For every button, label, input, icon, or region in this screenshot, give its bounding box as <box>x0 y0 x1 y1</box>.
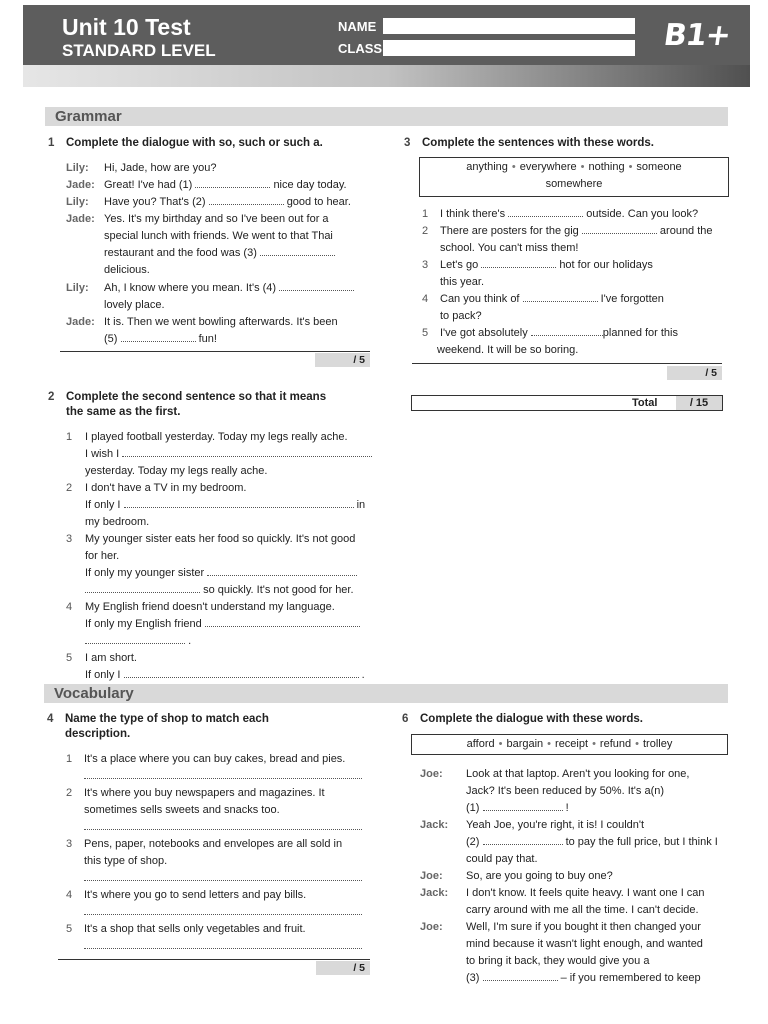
q1-line: Great! I've had (1) nice day today. <box>104 179 347 191</box>
q3-line: Can you think of I've forgotten <box>440 293 664 305</box>
q6-line: Well, I'm sure if you bought it then changed your <box>466 921 701 933</box>
word: someone <box>636 161 682 173</box>
q3-blank-5[interactable] <box>531 325 603 336</box>
word: nothing <box>588 161 625 173</box>
q4-answer-line[interactable] <box>84 870 362 886</box>
q2-line: for her. <box>85 550 120 562</box>
name-field[interactable] <box>383 18 635 34</box>
q3-line: Let's go hot for our holidays <box>440 259 653 271</box>
q4-line: It's a place where you can buy cakes, bread and pies. <box>84 753 346 765</box>
q4-title: description. <box>65 728 131 740</box>
q3-blank-3[interactable] <box>481 257 556 268</box>
q3-rule <box>412 363 722 364</box>
q6-speaker: Joe: <box>420 921 443 933</box>
q6-speaker: Jack: <box>420 819 449 831</box>
word: anything <box>466 161 508 173</box>
q3-line: to pack? <box>440 310 482 322</box>
q6-title: Complete the dialogue with these words. <box>420 713 643 725</box>
q1-line: special lunch with friends. We went to that Thai <box>104 230 333 242</box>
word: refund <box>599 738 632 750</box>
q2-title: Complete the second sentence so that it means <box>66 391 327 403</box>
q4-answer-line[interactable] <box>84 768 362 784</box>
q3-item-number: 3 <box>422 259 429 271</box>
q1-line: Have you? That's (2) good to hear. <box>104 196 351 208</box>
q2-line: If only my English friend <box>85 616 360 632</box>
q1-line: lovely place. <box>104 299 165 311</box>
q6-number: 6 <box>402 713 409 725</box>
word: everywhere <box>519 161 577 173</box>
blank-2[interactable] <box>209 194 284 205</box>
blank-4[interactable] <box>279 280 354 291</box>
q2-blank-1[interactable] <box>122 446 372 457</box>
q1-speaker: Jade: <box>66 179 95 191</box>
word: trolley <box>642 738 673 750</box>
vocabulary-section-title: Vocabulary <box>44 684 728 703</box>
q3-line: There are posters for the gig around the <box>440 225 713 237</box>
header-gradient <box>23 65 750 87</box>
q6-speaker: Jack: <box>420 887 449 899</box>
q3-line: weekend. It will be so boring. <box>437 344 579 356</box>
q2-line: . <box>85 633 191 649</box>
q4-line: It's where you buy newspapers and magazines. It <box>84 787 325 799</box>
word: afford <box>466 738 495 750</box>
q4-line: It's where you go to send letters and pay bills. <box>84 889 307 901</box>
q2-blank-3b[interactable] <box>85 582 200 593</box>
q3-blank-1[interactable] <box>508 206 583 217</box>
q2-line: If only my younger sister <box>85 565 357 581</box>
q6-line: So, are you going to buy one? <box>466 870 613 882</box>
q1-score: / 5 <box>315 353 370 367</box>
q6-word-box: afford • bargain • receipt • refund • trolley <box>411 734 728 755</box>
total-score: / 15 <box>676 396 722 410</box>
q2-item-number: 3 <box>66 533 73 545</box>
q2-title: the same as the first. <box>66 406 181 418</box>
q4-score: / 5 <box>316 961 370 975</box>
q3-word-box: anything • everywhere • nothing • someone somewhere <box>419 157 729 197</box>
q4-answer-line[interactable] <box>84 904 362 920</box>
q3-item-number: 5 <box>422 327 429 339</box>
q3-line: this year. <box>440 276 485 288</box>
q2-line: yesterday. Today my legs really ache. <box>85 465 268 477</box>
q4-item-number: 5 <box>66 923 73 935</box>
q2-line: I am short. <box>85 652 137 664</box>
q1-speaker: Lily: <box>66 162 89 174</box>
q2-line: so quickly. It's not good for her. <box>85 582 354 598</box>
q2-item-number: 1 <box>66 431 73 443</box>
level-logo: B1+ <box>661 18 733 53</box>
q4-line: Pens, paper, notebooks and envelopes are all sold in <box>84 838 343 850</box>
level-label: STANDARD LEVEL <box>62 41 216 60</box>
q2-line: I don't have a TV in my bedroom. <box>85 482 247 494</box>
q6-speaker: Joe: <box>420 768 443 780</box>
q6-line: (3) – if you remembered to keep <box>466 972 701 984</box>
q1-line: Hi, Jade, how are you? <box>104 162 217 174</box>
q3-blank-2[interactable] <box>582 223 657 234</box>
q4-item-number: 2 <box>66 787 73 799</box>
word: bargain <box>506 738 544 750</box>
q3-score: / 5 <box>667 366 722 380</box>
total-box <box>411 395 723 411</box>
q6-speaker: Joe: <box>420 870 443 882</box>
word: somewhere <box>545 178 603 190</box>
q6-line: Jack? It's been reduced by 50%. It's a(n) <box>466 785 665 797</box>
q2-item-number: 5 <box>66 652 73 664</box>
q4-line: this type of shop. <box>84 855 168 867</box>
q4-item-number: 1 <box>66 753 73 765</box>
class-label: CLASS <box>338 41 383 56</box>
page-title: Unit 10 Test <box>62 14 191 40</box>
q3-item-number: 4 <box>422 293 429 305</box>
q4-number: 4 <box>47 713 54 725</box>
q6-line: carry around with me all the time. I can't decide. <box>466 904 699 916</box>
q6-line: I don't know. It feels quite heavy. I want one I can <box>466 887 705 899</box>
q2-blank-3[interactable] <box>207 565 357 576</box>
q3-title: Complete the sentences with these words. <box>422 137 654 149</box>
blank-3[interactable] <box>260 245 335 256</box>
q6-blank-3[interactable] <box>483 970 558 981</box>
class-field[interactable] <box>383 40 635 56</box>
q1-line: Ah, I know where you mean. It's (4) <box>104 280 354 296</box>
q6-line: Yeah Joe, you're right, it is! I couldn't <box>466 819 645 831</box>
q3-line: I think there's outside. Can you look? <box>440 208 699 220</box>
q2-item-number: 4 <box>66 601 73 613</box>
q1-speaker: Lily: <box>66 196 89 208</box>
q4-rule <box>58 959 370 960</box>
q1-number: 1 <box>48 137 55 149</box>
q1-line: It is. Then we went bowling afterwards. It's been <box>104 316 338 328</box>
q2-line: I wish I <box>85 446 372 462</box>
q2-line: my bedroom. <box>85 516 150 528</box>
q1-line: delicious. <box>104 264 150 276</box>
q4-answer-line[interactable] <box>84 938 362 954</box>
q2-blank-4[interactable] <box>205 616 360 627</box>
q6-line: (1) ! <box>466 802 569 814</box>
grammar-section-title: Grammar <box>45 107 728 126</box>
q2-blank-4b[interactable] <box>85 633 185 644</box>
q6-blank-2[interactable] <box>483 834 563 845</box>
q4-item-number: 4 <box>66 889 73 901</box>
q2-line: My younger sister eats her food so quickly. It's not good <box>85 533 356 545</box>
q2-line: If only I . <box>85 669 365 681</box>
q1-line: restaurant and the food was (3) <box>104 245 335 261</box>
blank-5[interactable] <box>121 331 196 342</box>
q2-line: If only I in <box>85 499 366 511</box>
q1-speaker: Jade: <box>66 316 95 328</box>
q2-line: I played football yesterday. Today my legs really ache. <box>85 431 348 443</box>
q1-line: Yes. It's my birthday and so I've been out for a <box>104 213 329 225</box>
q1-rule <box>60 351 370 352</box>
blank-1[interactable] <box>195 177 270 188</box>
q2-blank-2[interactable] <box>124 497 354 508</box>
q1-line: (5) fun! <box>104 333 217 345</box>
q6-line: (2) to pay the full price, but I think I <box>466 836 718 848</box>
q3-item-number: 2 <box>422 225 429 237</box>
q2-blank-5[interactable] <box>124 667 359 678</box>
q3-item-number: 1 <box>422 208 429 220</box>
q4-answer-line[interactable] <box>84 819 362 835</box>
q1-speaker: Lily: <box>66 282 89 294</box>
q6-line: to bring it back, they would give you a <box>466 955 650 967</box>
q4-item-number: 3 <box>66 838 73 850</box>
q6-blank-1[interactable] <box>483 800 563 811</box>
q4-line: It's a shop that sells only vegetables and fruit. <box>84 923 306 935</box>
q3-number: 3 <box>404 137 411 149</box>
q6-line: could pay that. <box>466 853 538 865</box>
q2-line: My English friend doesn't understand my language. <box>85 601 335 613</box>
q1-speaker: Jade: <box>66 213 95 225</box>
q3-blank-4[interactable] <box>523 291 598 302</box>
q6-line: mind because it wasn't light enough, and wanted <box>466 938 703 950</box>
q3-line: school. You can't miss them! <box>440 242 579 254</box>
total-label: Total <box>632 397 658 409</box>
q2-number: 2 <box>48 391 55 403</box>
q3-line: I've got absolutely planned for this <box>440 327 678 339</box>
word: receipt <box>555 738 589 750</box>
q1-title: Complete the dialogue with so, such or such a. <box>66 137 323 149</box>
q4-title: Name the type of shop to match each <box>65 713 269 725</box>
name-label: NAME <box>338 19 377 34</box>
q6-line: Look at that laptop. Aren't you looking for one, <box>466 768 690 780</box>
q2-item-number: 2 <box>66 482 73 494</box>
q4-line: sometimes sells sweets and snacks too. <box>84 804 280 816</box>
